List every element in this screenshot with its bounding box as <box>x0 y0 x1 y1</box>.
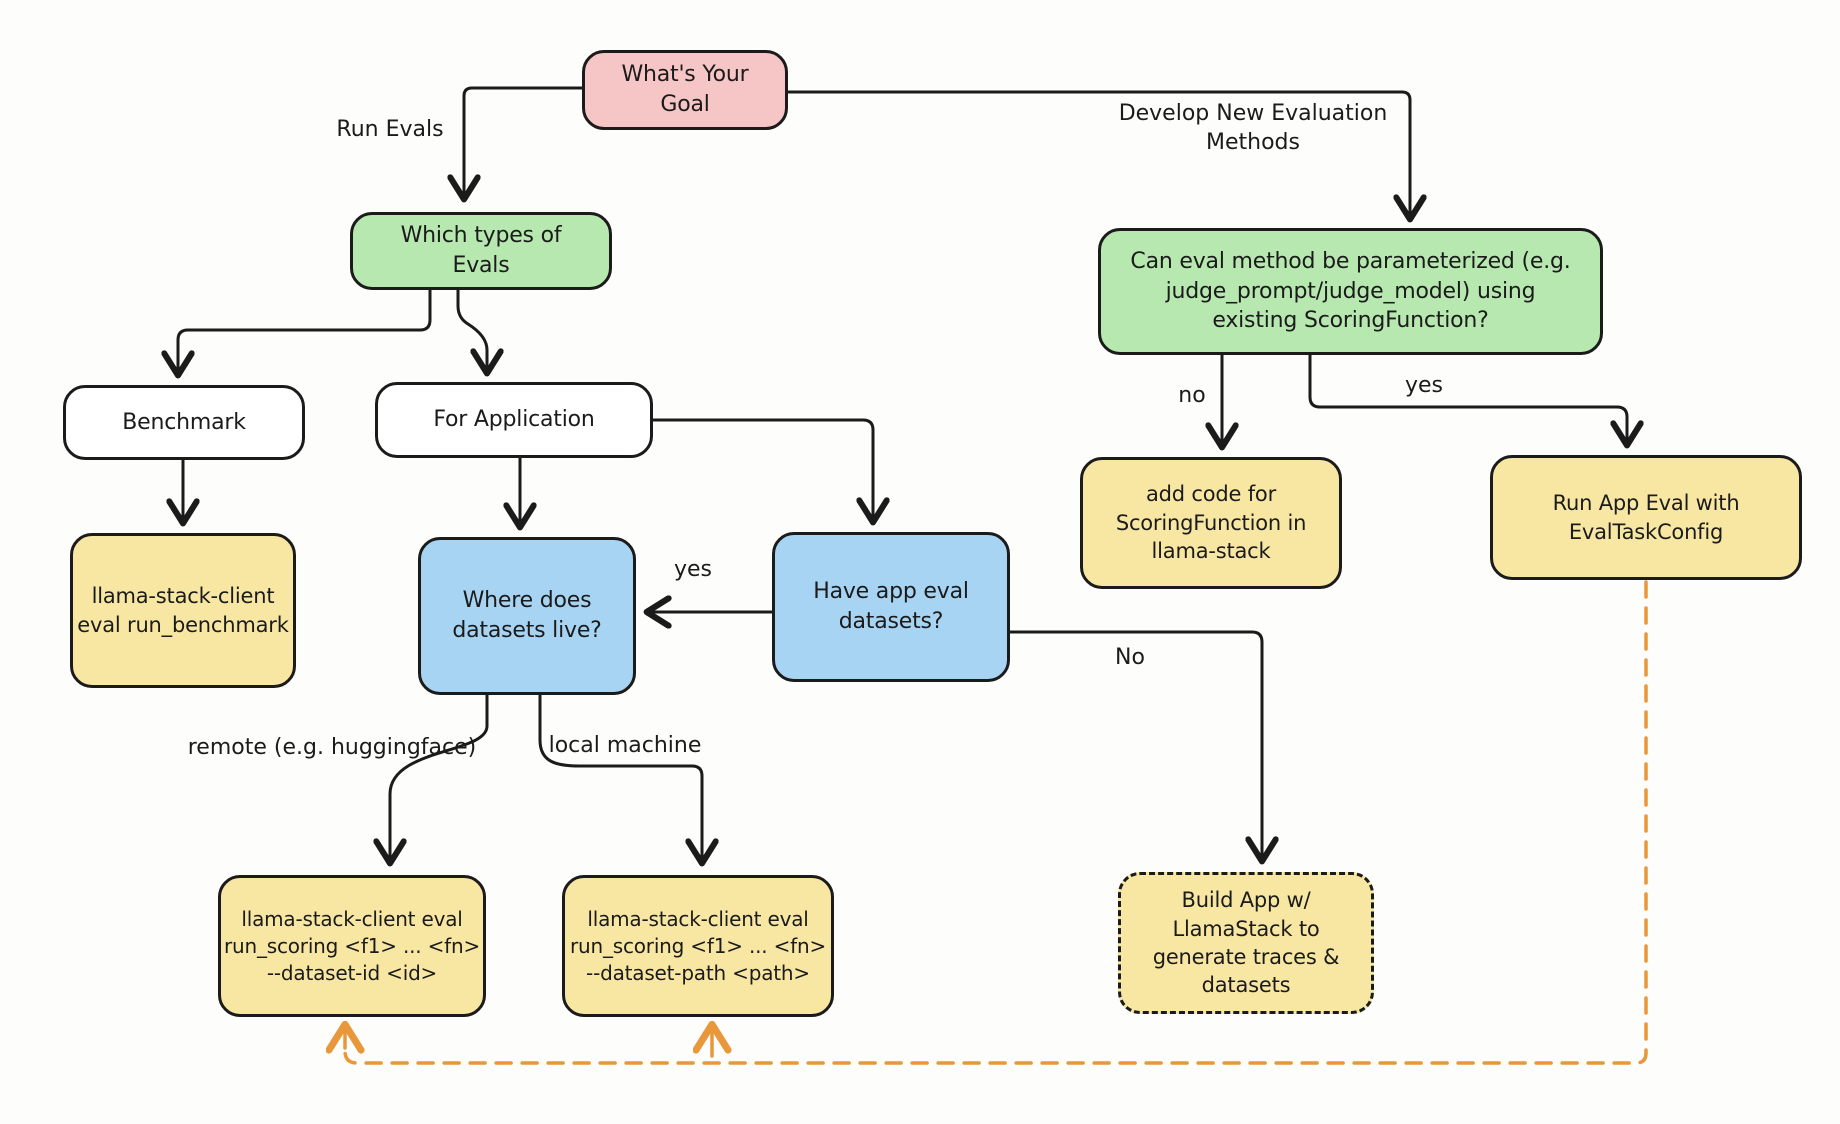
node-line: --dataset-id <id> <box>266 960 438 985</box>
node-line: generate traces & <box>1152 945 1340 969</box>
node-line: add code for <box>1146 482 1276 507</box>
node-line: eval run_benchmark <box>77 612 289 637</box>
node-line: LlamaStack to <box>1172 916 1320 941</box>
node-line: existing ScoringFunction? <box>1212 308 1489 334</box>
node-line: What's Your <box>621 62 749 88</box>
node-whats-your-goal <box>582 50 788 130</box>
node-line: Benchmark <box>122 409 246 435</box>
node-line: Which types of <box>400 223 562 249</box>
node-line: Goal <box>660 92 710 117</box>
node-line: llama-stack-client <box>91 584 275 609</box>
node-line: For Application <box>433 407 595 433</box>
node-can-eval-method-be-parameterized <box>1098 228 1603 355</box>
edge-label-yes: yes <box>673 557 713 582</box>
node-for-application <box>375 382 653 458</box>
edge-label-no: no <box>1178 383 1206 408</box>
edge-where-datasets-to-run-scoring-path-local <box>540 695 702 862</box>
edge-label-line: Develop New Evaluation <box>1118 101 1388 126</box>
node-line: Have app eval <box>813 579 969 605</box>
node-build-app-with-llamastack <box>1118 872 1374 1014</box>
node-line: run_scoring <f1> ... <fn> <box>569 933 827 958</box>
edge-label-line: Methods <box>1206 129 1300 155</box>
node-line: datasets live? <box>452 618 602 643</box>
node-where-does-datasets-live <box>418 537 636 695</box>
edge-label-local-machine: local machine <box>548 733 702 758</box>
edge-which-types-to-for-application <box>458 290 487 372</box>
node-line: Where does <box>462 588 592 614</box>
node-line: llama-stack <box>1151 539 1271 564</box>
node-line: run_scoring <f1> ... <fn> <box>223 933 481 958</box>
edge-where-datasets-to-run-scoring-id-remote <box>390 695 487 862</box>
node-run-scoring-dataset-path-command <box>562 875 834 1017</box>
node-line: Run App Eval with <box>1552 491 1740 516</box>
edge-label-develop-new-evaluation-methods <box>1053 100 1453 157</box>
node-benchmark <box>63 385 305 460</box>
edge-label-no: No <box>1115 645 1145 670</box>
node-have-app-eval-datasets <box>772 532 1010 682</box>
edge-for-application-to-have-datasets <box>653 420 873 521</box>
node-run-app-eval-with-evaltaskconfig <box>1490 455 1802 580</box>
edge-label-run-evals: Run Evals <box>336 117 444 142</box>
node-line: datasets? <box>838 609 944 634</box>
node-line: ScoringFunction in <box>1115 510 1307 535</box>
node-line: llama-stack-client eval <box>241 906 463 931</box>
edge-which-types-to-benchmark <box>178 290 430 374</box>
node-line: Build App w/ <box>1181 888 1311 913</box>
node-run-scoring-dataset-id-command <box>218 875 486 1017</box>
node-add-code-for-scoring-function <box>1080 457 1342 589</box>
node-line: llama-stack-client eval <box>587 906 809 931</box>
edge-label-yes: yes <box>1404 373 1444 398</box>
node-line: EvalTaskConfig <box>1568 519 1724 544</box>
node-line: datasets <box>1201 973 1291 998</box>
node-line: Can eval method be parameterized (e.g. <box>1130 248 1571 274</box>
node-line: Evals <box>452 253 510 278</box>
node-line: --dataset-path <path> <box>586 960 810 985</box>
node-line: judge_prompt/judge_model) using <box>1165 278 1536 304</box>
node-run-benchmark-command <box>70 533 296 688</box>
edge-label-remote-huggingface: remote (e.g. huggingface) <box>187 735 477 760</box>
node-which-types-of-evals <box>350 212 612 290</box>
